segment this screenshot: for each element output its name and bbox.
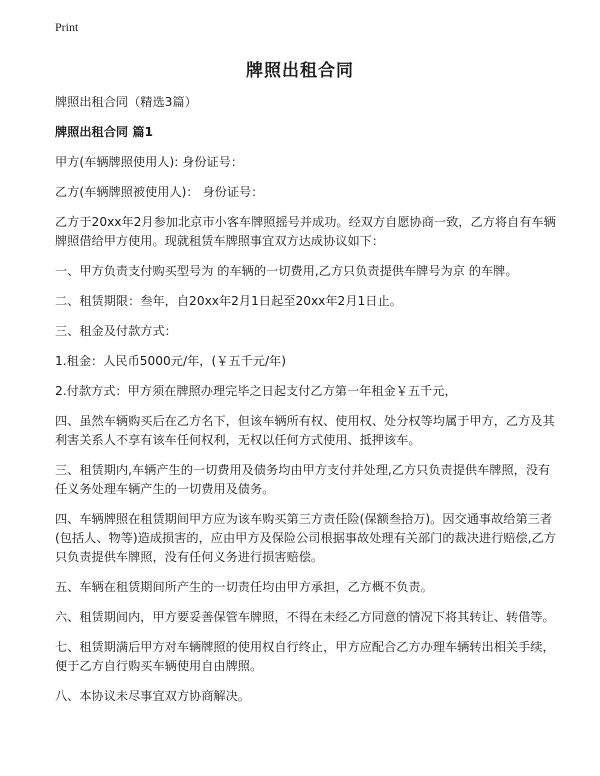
clause-paragraph: 三、租金及付款方式： [55,324,177,338]
section-heading: 牌照出租合同 篇1 [55,125,154,139]
party-b-line: 乙方(车辆牌照被使用人)： 身份证号： [55,185,264,199]
clause-paragraph: 七、租赁期满后甲方对车辆牌照的使用权自行终止，甲方应配合乙方办理车辆转出相关手续，便于乙方自行购买车辆使用自由牌照。 [55,640,555,673]
clause-paragraph: 四、虽然车辆购买后在乙方名下，但该车辆所有权、使用权、处分权等均属于甲方，乙方及其利害关系人不享有该车任何权利，无权以任何方式使用、抵押该车。 [55,414,555,447]
clause-paragraph: 2.付款方式：甲方须在牌照办理完毕之日起支付乙方第一年租金￥五千元， [55,384,457,398]
preamble-paragraph: 乙方于20xx年2月参加北京市小客车牌照摇号并成功。经双方自愿协商一致，乙方将自有车辆牌照借给甲方使用。现就租赁车牌照事宜双方达成协议如下： [55,215,556,248]
clause-paragraph: 二、租赁期限：叁年，自20xx年2月1日起至20xx年2月1日止。 [55,294,402,308]
clause-paragraph: 三、租赁期内,车辆产生的一切费用及债务均由甲方支付并处理,乙方只负责提供车牌照，没有任义务处理车辆产生的一切费用及债务。 [55,463,551,496]
clause-paragraph: 四、车辆牌照在租赁期间甲方应为该车购买第三方责任险(保额叁拾万)。因交通事故给第三者(包括人、物等)造成损害的，应由甲方及保险公司根据事故处理有关部门的裁决进行赔偿,乙方只负责提供车牌照，没有任何义务进行损害赔偿。 [55,512,556,564]
clause-paragraph: 一、甲方负责支付购买型号为 的车辆的一切费用,乙方只负责提供车牌号为京 的车牌。 [55,264,518,278]
document-subtitle: 牌照出租合同（精选3篇） [55,95,197,109]
clause-paragraph: 八、本协议未尽事宜双方协商解决。 [55,689,250,703]
print-label: Print [55,20,79,34]
document-title: 牌照出租合同 [246,61,354,81]
document-body [55,93,560,717]
clause-paragraph: 1.租金：人民币5000元/年，(￥五千元/年) [55,354,286,368]
party-a-line: 甲方(车辆牌照使用人): 身份证号： [55,155,244,169]
clause-paragraph: 六、租赁期间内，甲方要妥善保管车牌照，不得在未经乙方同意的情况下将其转让、转借等。 [55,610,555,624]
clause-paragraph: 五、车辆在租赁期间所产生的一切责任均由甲方承担，乙方概不负责。 [55,580,433,594]
